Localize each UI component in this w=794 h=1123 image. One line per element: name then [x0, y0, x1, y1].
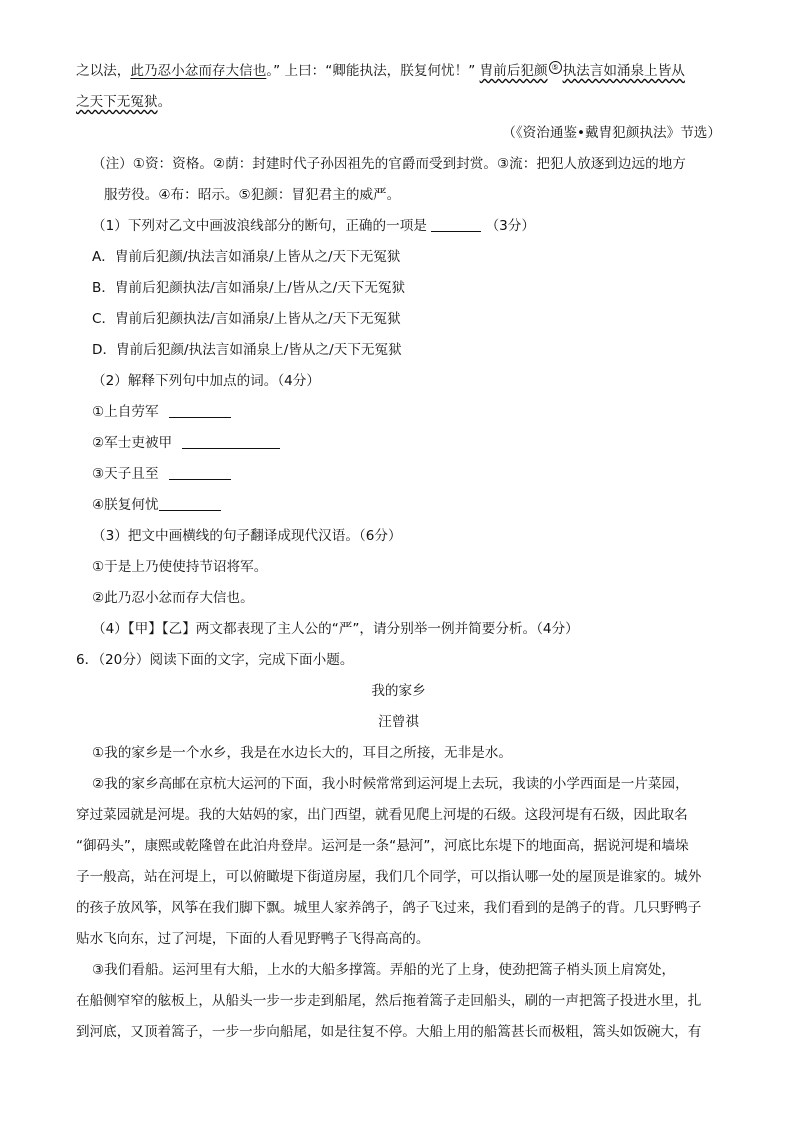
- footnote-marker: ⑤: [549, 61, 562, 74]
- sub-item: ①于是上乃使使持节诏将军。: [92, 559, 268, 575]
- wavy-underlined-text: 之天下无冤狱: [76, 94, 158, 110]
- question-score: （3分）: [485, 218, 535, 234]
- wavy-underlined-text: 执法言如涌泉上皆从: [562, 63, 685, 79]
- paragraph-line: 贴水飞向东，过了河堤，下面的人看见野鸭子飞得高高的。: [76, 931, 430, 947]
- question-stem: （3）把文中画横线的句子翻译成现代汉语。（6分）: [92, 528, 402, 544]
- answer-blank[interactable]: [159, 496, 221, 511]
- answer-blank[interactable]: [169, 403, 231, 418]
- passage-line: [76, 87, 721, 118]
- option-b: B．胄前后犯颜执法/言如涌泉/上/皆从之/天下无冤狱: [92, 280, 406, 296]
- sub-item: [76, 428, 721, 459]
- answer-blank[interactable]: [431, 217, 481, 232]
- article-title: 我的家乡: [371, 683, 426, 699]
- passage-line: [76, 56, 721, 87]
- question-stem: （4）【甲】【乙】两文都表现了主人公的“严”，请分别举一例并简要分析。（4分）: [92, 621, 579, 637]
- article-author: 汪曾祺: [378, 714, 419, 730]
- sub-item-text: ②军士吏被甲: [92, 435, 173, 451]
- sub-item-text: ①上自劳军: [92, 404, 159, 420]
- paragraph-line: 在船侧窄窄的舷板上，从船头一步一步走到船尾，然后拖着篙子走回船头，刷的一声把篙子投进水里，扎: [76, 993, 702, 1009]
- paragraph-line: 的孩子放风筝，风筝在我们脚下飘。城里人家养鸽子，鸽子飞过来，我们看到的是鸽子的背。几只野鸭子: [76, 900, 702, 916]
- option-c: C．胄前后犯颜执法/言如涌泉/上皆从之/天下无冤狱: [92, 311, 401, 327]
- sub-item-text: ④朕复何忧: [92, 497, 159, 513]
- underlined-sentence: 此乃忍小忿而存大信也: [130, 63, 267, 79]
- text-run: 。: [157, 94, 172, 110]
- wavy-underlined-text: 胄前后犯颜: [479, 63, 548, 79]
- paragraph-line: “御码头”，康熙或乾隆曾在此泊舟登岸。运河是一条“悬河”，河底比东堤下的地面高，据说河堤和墙垛: [76, 838, 689, 854]
- option-d: D．胄前后犯颜/执法言如涌泉上/皆从之/天下无冤狱: [92, 342, 402, 358]
- document-page: [76, 56, 721, 1048]
- question-stem: [76, 211, 721, 242]
- paragraph-line: 到河底，又顶着篙子，一步一步向船尾，如是往复不停。大船上用的船篙甚长而极粗，篙头如饭碗大，有: [76, 1024, 702, 1040]
- annotation-line: 服劳役。④布：昭示。⑤犯颜：冒犯君主的威严。: [104, 187, 401, 203]
- sub-item: [76, 459, 721, 490]
- paragraph-line: ①我的家乡是一个水乡，我是在水边长大的，耳目之所接，无非是水。: [92, 745, 512, 761]
- sub-item: [76, 397, 721, 428]
- paragraph-line: 子一般高，站在河堤上，可以俯瞰堤下街道房屋，我们几个同学，可以指认哪一处的屋顶是谁家的。城外: [76, 869, 702, 885]
- question-stem: （2）解释下列句中加点的词。（4分）: [92, 373, 320, 389]
- answer-blank[interactable]: [169, 465, 231, 480]
- section-heading: 6．（20分）阅读下面的文字，完成下面小题。: [76, 652, 354, 668]
- text-run: 之以法，: [76, 63, 131, 79]
- paragraph-line: ③我们看船。运河里有大船，上水的大船多撑篙。弄船的光了上身，使劲把篙子梢头顶上肩窝处，: [92, 962, 676, 978]
- option-a: A．胄前后犯颜/执法言如涌泉/上皆从之/天下无冤狱: [92, 249, 401, 265]
- question-text: （1）下列对乙文中画波浪线部分的断句，正确的一项是: [92, 218, 427, 234]
- paragraph-line: ②我的家乡高邮在京杭大运河的下面，我小时候常常到运河堤上去玩，我读的小学西面是一片菜园，: [92, 776, 689, 792]
- sub-item: ②此乃忍小忿而存大信也。: [92, 590, 254, 606]
- text-run: 。” 上曰：“卿能执法，朕复何忧！”: [266, 63, 480, 79]
- annotation-line: （注）①资：资格。②荫：封建时代子孙因祖先的官爵而受到封赏。③流：把犯人放逐到边远的地方: [92, 156, 686, 172]
- source-citation: （《资治通鉴•戴胄犯颜执法》节选）: [502, 125, 721, 141]
- sub-item-text: ③天子且至: [92, 466, 159, 482]
- sub-item: [76, 490, 721, 521]
- paragraph-line: 穿过菜园就是河堤。我的大姑妈的家，出门西望，就看见爬上河堤的石级。这段河堤有石级，因此取名: [76, 807, 688, 823]
- answer-blank[interactable]: [182, 434, 280, 449]
